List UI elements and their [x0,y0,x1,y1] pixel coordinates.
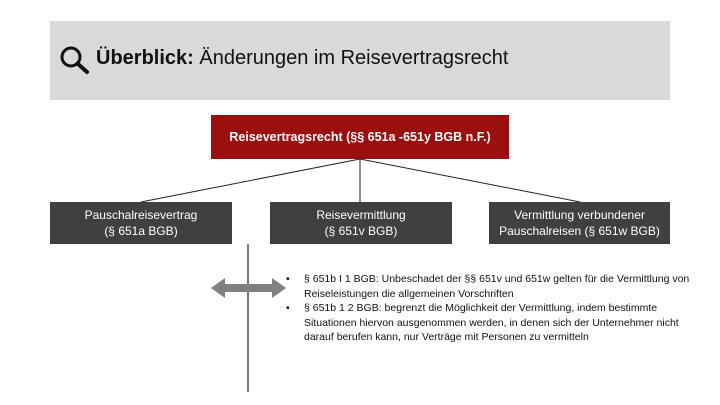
root-node [211,115,509,159]
bullet-item: • § 651b 1 2 BGB: begrenzt die Möglichkeit der Vermittlung, indem bestimmte Situationen hiervon ausgenommen werden, in denen sich der Unternehmer nicht darauf berufen kann, nur Verträge mit Personen zu vermitteln [286,301,701,345]
child-line2: Pauschalreisen (§ 651w BGB) [499,224,660,238]
title-bold: Überblick: [96,47,194,69]
connector-left [141,159,360,202]
root-label: Reisevertragsrecht (§§ 651a -651y BGB n.F.) [229,130,491,144]
connector-right [360,159,580,202]
child-line2: (§ 651a BGB) [104,224,178,238]
child-node-verbundene-pauschalreisen [489,202,670,244]
bullet-item: • § 651b I 1 BGB: Unbeschadet der §§ 651v und 651w gelten für die Vermittlung von Reiseleistungen die allgemeinen Vorschriften [286,272,701,301]
child-line2: (§ 651v BGB) [324,224,398,238]
bullet-list [286,272,701,345]
title-rest: Änderungen im Reisevertragsrecht [193,47,509,69]
child-node-reisevermittlung [270,202,452,244]
child-line1: Pauschalreisevertrag [84,208,198,222]
child-line1: Reisevermittlung [316,208,406,222]
child-line1: Vermittlung verbundener [514,208,645,222]
child-node-pauschalreisevertrag [50,202,232,244]
